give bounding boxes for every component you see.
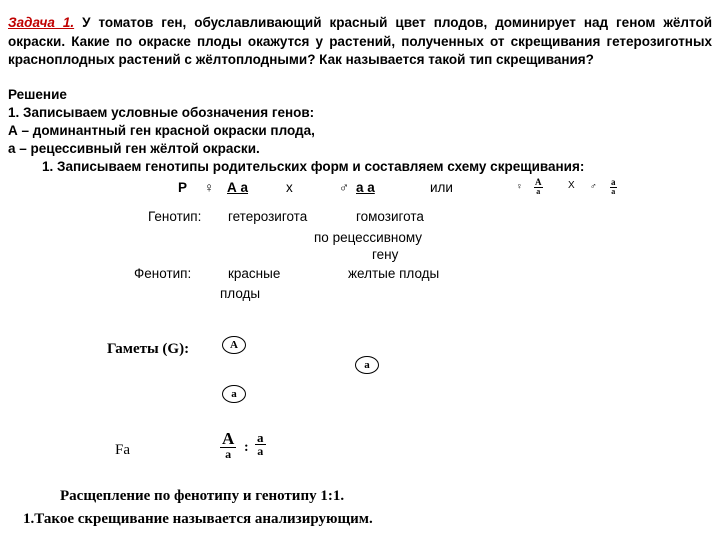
fa-colon: : bbox=[244, 440, 249, 455]
phenotype-female-line1: красные bbox=[228, 266, 281, 281]
alt-male-fraction bbox=[610, 178, 617, 196]
gamete-female-recessive: a bbox=[222, 385, 246, 403]
fa-left-top: A bbox=[222, 429, 235, 448]
task-paragraph bbox=[8, 14, 712, 70]
genotype-female: гетерозигота bbox=[228, 209, 308, 224]
alt-female-symbol: ♀ bbox=[516, 181, 523, 191]
male-symbol: ♂ bbox=[339, 180, 350, 195]
alt-female-bottom: a bbox=[536, 187, 541, 196]
fa-right-top: a bbox=[257, 430, 264, 445]
female-genotype: А а bbox=[227, 180, 249, 195]
or-label: или bbox=[430, 180, 453, 195]
solution-step1: 1. Записываем условные обозначения генов: bbox=[8, 105, 315, 120]
genotype-male-line1: гомозигота bbox=[356, 209, 424, 224]
task-title: Задача 1. bbox=[8, 15, 75, 30]
gametes-label: Гаметы (G): bbox=[107, 341, 190, 357]
cross-sign: х bbox=[286, 180, 293, 195]
fa-left-bottom: a bbox=[225, 447, 232, 461]
solution-heading: Решение bbox=[8, 87, 67, 102]
gamete-male-recessive: a bbox=[355, 356, 379, 374]
gamete-female-dominant: A bbox=[222, 336, 246, 354]
alt-male-bottom: a bbox=[611, 187, 616, 196]
genotype-male-line2: по рецессивному bbox=[314, 230, 423, 245]
gene-recessive: а – рецессивный ген жёлтой окраски. bbox=[8, 141, 260, 156]
conclusion-line2: 1.Такое скрещивание называется анализирующим. bbox=[23, 511, 373, 527]
fa-left-fraction bbox=[220, 430, 236, 460]
solution-step2: 1. Записываем генотипы родительских форм и составляем схему скрещивания: bbox=[42, 159, 585, 174]
genotype-label: Генотип: bbox=[148, 209, 202, 224]
alt-male-top: a bbox=[611, 177, 616, 187]
fa-right-bottom: a bbox=[257, 444, 264, 458]
alt-female-fraction bbox=[534, 178, 543, 196]
female-symbol: ♀ bbox=[204, 180, 215, 195]
phenotype-female-line2: плоды bbox=[220, 286, 261, 301]
phenotype-male: желтые плоды bbox=[348, 266, 440, 281]
phenotype-label: Фенотип: bbox=[134, 266, 192, 281]
male-genotype: а а bbox=[356, 180, 375, 195]
fa-right-fraction bbox=[255, 431, 266, 457]
conclusion-line1: Расщепление по фенотипу и генотипу 1:1. bbox=[60, 488, 345, 504]
alt-female-top: A bbox=[535, 177, 542, 187]
gene-dominant: А – доминантный ген красной окраски плода, bbox=[8, 123, 315, 138]
task-text: У томатов ген, обуславливающий красный цвет плодов, доминирует над геном жёлтой окраски. Какие по окраске плоды окажутся у растений, полученных от скрещивания гетерозиготных красноплодных растений с жёлтоплодными? Как называется такой тип скрещивания? bbox=[8, 15, 712, 67]
alt-cross-sign: X bbox=[568, 180, 575, 191]
parents-label: Р bbox=[178, 180, 188, 195]
fa-label: Fa bbox=[115, 442, 130, 458]
genotype-male-line3: гену bbox=[372, 247, 399, 262]
alt-male-symbol: ♂ bbox=[590, 181, 597, 191]
